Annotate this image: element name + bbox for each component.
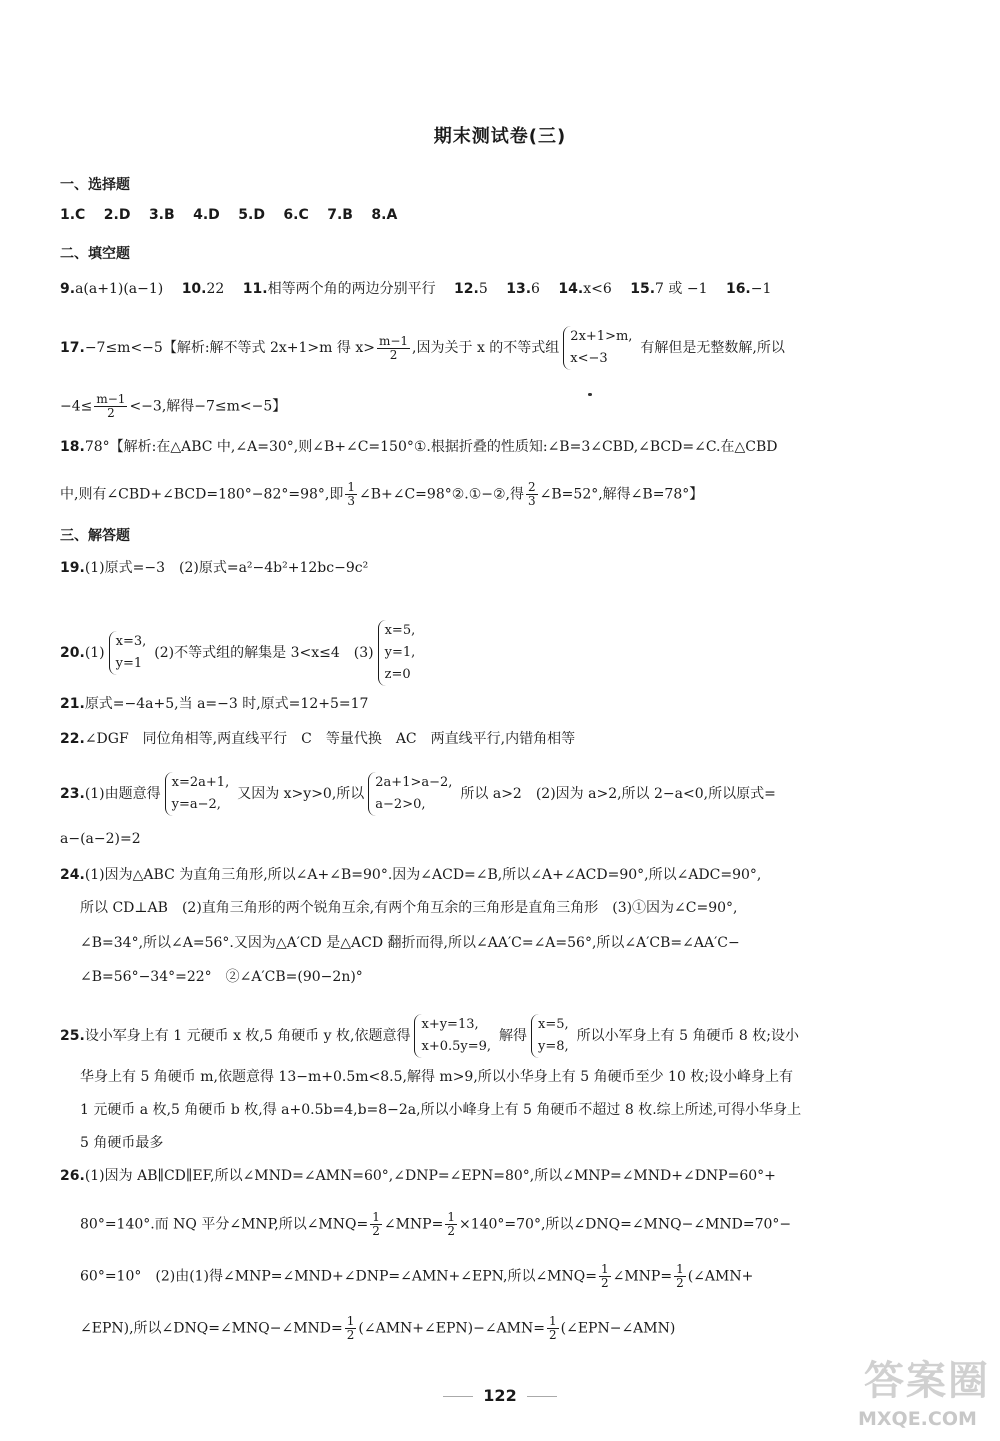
divider <box>443 1396 473 1397</box>
fraction: $\frac{1}{2}$ <box>548 1314 557 1342</box>
q22: 22.∠DGF 同位角相等,两直线平行 C 等量代换 AC 两直线平行,内错角相等 <box>60 731 576 747</box>
q24-line-4: ∠B=56°−34°=22° ②∠A′CB=(90−2n)° <box>80 969 363 985</box>
equation-system: x=5, y=1, z=0 <box>378 620 420 686</box>
q26-line-1: 26.(1)因为 AB∥CD∥EF,所以∠MND=∠AMN=60°,∠DNP=∠EPN=80°,所以∠MNP=∠MND+∠DNP=60°+ <box>60 1168 776 1184</box>
q10-number: 10. <box>181 281 207 297</box>
q26-line-4: ∠EPN),所以∠DNQ=∠MNQ−∠MND= $\frac{1}{2}$ (∠AMN+∠EPN)−∠AMN= $\frac{1}{2}$ (∠EPN−∠AMN) <box>80 1314 676 1342</box>
q17-line-2: −4≤ $\frac{m-1}{2}$ <−3,解得−7≤m<−5】 <box>60 392 287 420</box>
q14-answer: x<6 <box>583 281 612 297</box>
fraction: $\frac{2}{3}$ <box>528 480 536 508</box>
q11-answer: 相等两个角的两边分别平行 <box>267 281 436 297</box>
answer-6: 6.C <box>283 207 309 223</box>
watermark-site: MXQE.COM <box>858 1408 977 1430</box>
answers-1-8 <box>60 205 397 225</box>
answers-9-16 <box>60 279 771 299</box>
q25-line-1: 25.设小军身上有 1 元硬币 x 枚,5 角硬币 y 枚,依题意得 x+y=13, x+0.5y=9, 解得 x=5, y=8, 所以小军身上有 5 角硬币 8 枚;设小 <box>60 1014 799 1058</box>
q20: 20.(1) x=3, y=1 (2)不等式组的解集是 3<x≤4 (3) x=5, y=1, z=0 <box>60 620 423 686</box>
q24-line-3: ∠B=34°,所以∠A=56°.又因为△A′CD 是△ACD 翻折而得,所以∠AA′C=∠A=56°,所以∠A′CB=∠AA′C− <box>80 935 740 951</box>
watermark-logo-text: 答案圈 <box>864 1358 990 1404</box>
q24-line-1: 24.(1)因为△ABC 为直角三角形,所以∠A+∠B=90°.因为∠ACD=∠B,所以∠A+∠ACD=90°,所以∠ADC=90°, <box>60 867 762 883</box>
answer-1: 1.C <box>60 207 86 223</box>
answer-4: 4.D <box>193 207 220 223</box>
q11-number: 11. <box>242 281 268 297</box>
q15-number: 15. <box>630 281 656 297</box>
q13-answer: 6 <box>531 281 540 297</box>
fraction: $\frac{1}{2}$ <box>346 1314 355 1342</box>
equation-system: x=2a+1, y=a−2, <box>165 772 234 816</box>
equation-system: 2a+1>a−2, a−2>0, <box>368 772 456 816</box>
section-heading-choice: 一、选择题 <box>60 177 130 193</box>
answer-5: 5.D <box>238 207 265 223</box>
fraction: $\frac{1}{2}$ <box>600 1262 609 1290</box>
q14-number: 14. <box>558 281 584 297</box>
fraction: $\frac{1}{2}$ <box>372 1210 380 1238</box>
page-number: 122 <box>0 1386 1000 1405</box>
section-heading-solve: 三、解答题 <box>60 528 130 544</box>
q18-line-2: 中,则有∠CBD+∠BCD=180°−82°=98°,即 $\frac{1}{3}$ ∠B+∠C=98°②.①−②,得 $\frac{2}{3}$ ∠B=52°,解得∠B=78°】 <box>60 480 704 508</box>
q17-text-b: ,因为关于 x 的不等式组 <box>412 340 560 356</box>
q13-number: 13. <box>506 281 532 297</box>
q16-answer: −1 <box>750 281 772 297</box>
q17-number: 17. <box>60 340 85 356</box>
divider <box>527 1396 557 1397</box>
fraction: $\frac{1}{2}$ <box>447 1210 455 1238</box>
fraction: $\frac{1}{3}$ <box>347 480 355 508</box>
q26-line-2: 80°=140°.而 NQ 平分∠MNP,所以∠MNQ= $\frac{1}{2}$ ∠MNP= $\frac{1}{2}$ ×140°=70°,所以∠DNQ=∠MNQ−∠MND=70°− <box>80 1210 792 1238</box>
q21: 21.原式=−4a+5,当 a=−3 时,原式=12+5=17 <box>60 696 369 712</box>
answer-2: 2.D <box>103 207 131 223</box>
equation-system: 2x+1>m, x<−3 <box>563 326 636 370</box>
equation-system: x=3, y=1 <box>109 631 151 675</box>
equation-system: x=5, y=8, <box>531 1014 573 1058</box>
q18-number: 18. <box>60 439 85 455</box>
watermark-logo <box>858 1358 996 1438</box>
q17-text-a: −7≤m<−5【解析:解不等式 2x+1>m 得 x> <box>84 340 375 356</box>
q19: 19.(1)原式=−3 (2)原式=a²−4b²+12bc−9c² <box>60 560 369 576</box>
q25-line-2: 华身上有 5 角硬币 m,依题意得 13−m+0.5m<8.5,解得 m>9,所以小华身上有 5 角硬币至少 10 枚;设小峰身上有 <box>80 1069 794 1085</box>
q26-line-3: 60°=10° (2)由(1)得∠MNP=∠MND+∠DNP=∠AMN+∠EPN,所以∠MNQ= $\frac{1}{2}$ ∠MNP= $\frac{1}{2}$ (∠AMN+ <box>80 1262 754 1290</box>
q25-line-4: 5 角硬币最多 <box>80 1135 164 1151</box>
q23-line-2: a−(a−2)=2 <box>60 831 141 847</box>
fraction: $\frac{m-1}{2}$ <box>378 333 409 362</box>
q9-answer: a(a+1)(a−1) <box>75 281 164 297</box>
q23-line-1: 23.(1)由题意得 x=2a+1, y=a−2, 又因为 x>y>0,所以 2a+1>a−2, a−2>0, 所以 a>2 (2)因为 a>2,所以 2−a<0,所以原式= <box>60 772 776 816</box>
answer-7: 7.B <box>327 207 353 223</box>
page-title: 期末测试卷(三) <box>433 126 567 147</box>
q18-line-1: 18.78°【解析:在△ABC 中,∠A=30°,则∠B+∠C=150°①.根据折叠的性质知:∠B=3∠CBD,∠BCD=∠C.在△CBD <box>60 439 778 455</box>
q9-number: 9. <box>60 281 76 297</box>
q12-number: 12. <box>454 281 479 297</box>
answer-3: 3.B <box>148 207 175 223</box>
fraction: $\frac{1}{2}$ <box>676 1262 684 1290</box>
answer-8: 8.A <box>371 207 398 223</box>
q25-line-3: 1 元硬币 a 枚,5 角硬币 b 枚,得 a+0.5b=4,b=8−2a,所以小峰身上有 5 角硬币不超过 8 枚.综上所述,可得小华身上 <box>80 1102 802 1118</box>
q17-text-c: 有解但是无整数解,所以 <box>640 340 785 356</box>
q24-line-2: 所以 CD⊥AB (2)直角三角形的两个锐角互余,有两个角互余的三角形是直角三角形 (3)①因为∠C=90°, <box>80 900 738 916</box>
q12-answer: 5 <box>478 281 488 297</box>
q10-answer: 22 <box>206 281 225 297</box>
q16-number: 16. <box>725 281 751 297</box>
speck <box>588 393 592 396</box>
fraction: $\frac{m-1}{2}$ <box>96 392 126 420</box>
equation-system: x+y=13, x+0.5y=9, <box>414 1014 495 1058</box>
section-heading-fill: 二、填空题 <box>60 246 130 262</box>
q15-answer: 7 或 −1 <box>655 281 708 297</box>
q17-line-1 <box>60 326 785 370</box>
